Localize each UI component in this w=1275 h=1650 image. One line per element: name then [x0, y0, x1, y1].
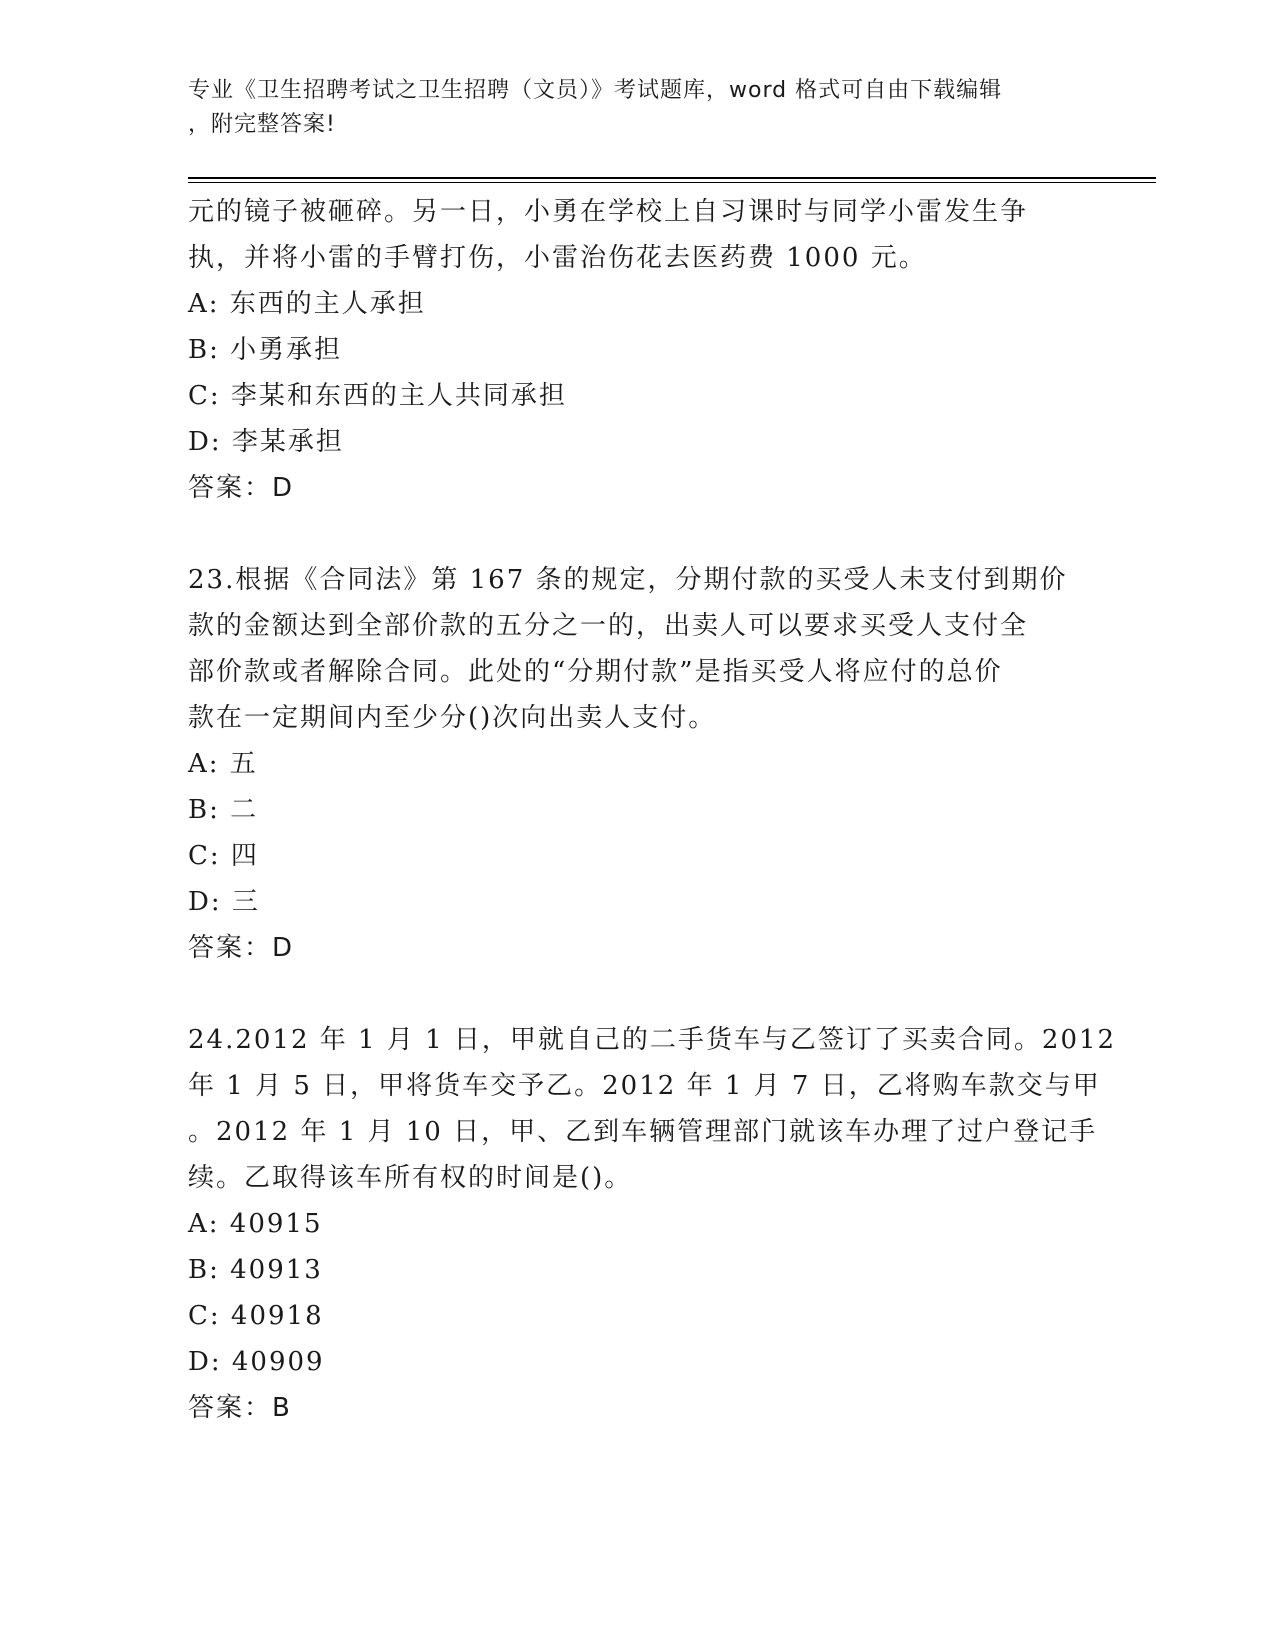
option-c: C: 40918 — [188, 1301, 324, 1331]
document-header — [188, 74, 1088, 142]
spacer — [188, 971, 1088, 1017]
option-d: D: 三 — [188, 887, 260, 917]
option-c: C: 四 — [188, 841, 259, 871]
option-b: B: 二 — [188, 795, 259, 825]
answer-line: 答案：D — [188, 933, 295, 963]
header-divider-thick — [188, 177, 1156, 179]
option-a: A: 40915 — [188, 1209, 323, 1239]
question-text-line: 元的镜子被砸碎。另一日，小勇在学校上自习课时与同学小雷发生争 — [188, 197, 1029, 227]
question-text-line: 款在一定期间内至少分()次向出卖人支付。 — [188, 703, 717, 733]
option-a: A: 五 — [188, 749, 258, 779]
option-a: A: 东西的主人承担 — [188, 289, 426, 319]
question-text-line: 执，并将小雷的手臂打伤，小雷治伤花去医药费 1000 元。 — [188, 243, 927, 273]
option-b: B: 40913 — [188, 1255, 323, 1285]
question-22-continuation — [188, 189, 1088, 281]
question-text-line: 。2012 年 1 月 10 日，甲、乙到车辆管理部门就该车办理了过户登记手 — [188, 1117, 1098, 1147]
question-text-line: 款的金额达到全部价款的五分之一的，出卖人可以要求买受人支付全 — [188, 611, 1029, 641]
option-c: C: 李某和东西的主人共同承担 — [188, 381, 567, 411]
question-23 — [188, 557, 1088, 741]
question-text-line: 年 1 月 5 日，甲将货车交予乙。2012 年 1 月 7 日，乙将购车款交与甲 — [188, 1071, 1101, 1101]
option-d: D: 李某承担 — [188, 427, 344, 457]
answer-line: 答案：B — [188, 1393, 292, 1423]
answer-line: 答案：D — [188, 473, 295, 503]
spacer — [188, 511, 1088, 557]
question-text-line: 23.根据《合同法》第 167 条的规定，分期付款的买受人未支付到期价 — [188, 565, 1068, 595]
question-text-line: 24.2012 年 1 月 1 日，甲就自己的二手货车与乙签订了买卖合同。2012 — [188, 1025, 1117, 1055]
question-24 — [188, 1017, 1117, 1201]
option-d: D: 40909 — [188, 1347, 325, 1377]
header-line-2: ，附完整答案! — [188, 112, 336, 137]
question-text-line: 部价款或者解除合同。此处的“分期付款”是指买受人将应付的总价 — [188, 657, 1003, 687]
option-b: B: 小勇承担 — [188, 335, 343, 365]
header-divider-thin — [188, 182, 1156, 183]
document-body — [188, 189, 1117, 1431]
question-text-line: 续。乙取得该车所有权的时间是()。 — [188, 1163, 633, 1193]
header-line-1: 专业《卫生招聘考试之卫生招聘（文员）》考试题库，word 格式可自由下载编辑 — [188, 78, 1003, 103]
